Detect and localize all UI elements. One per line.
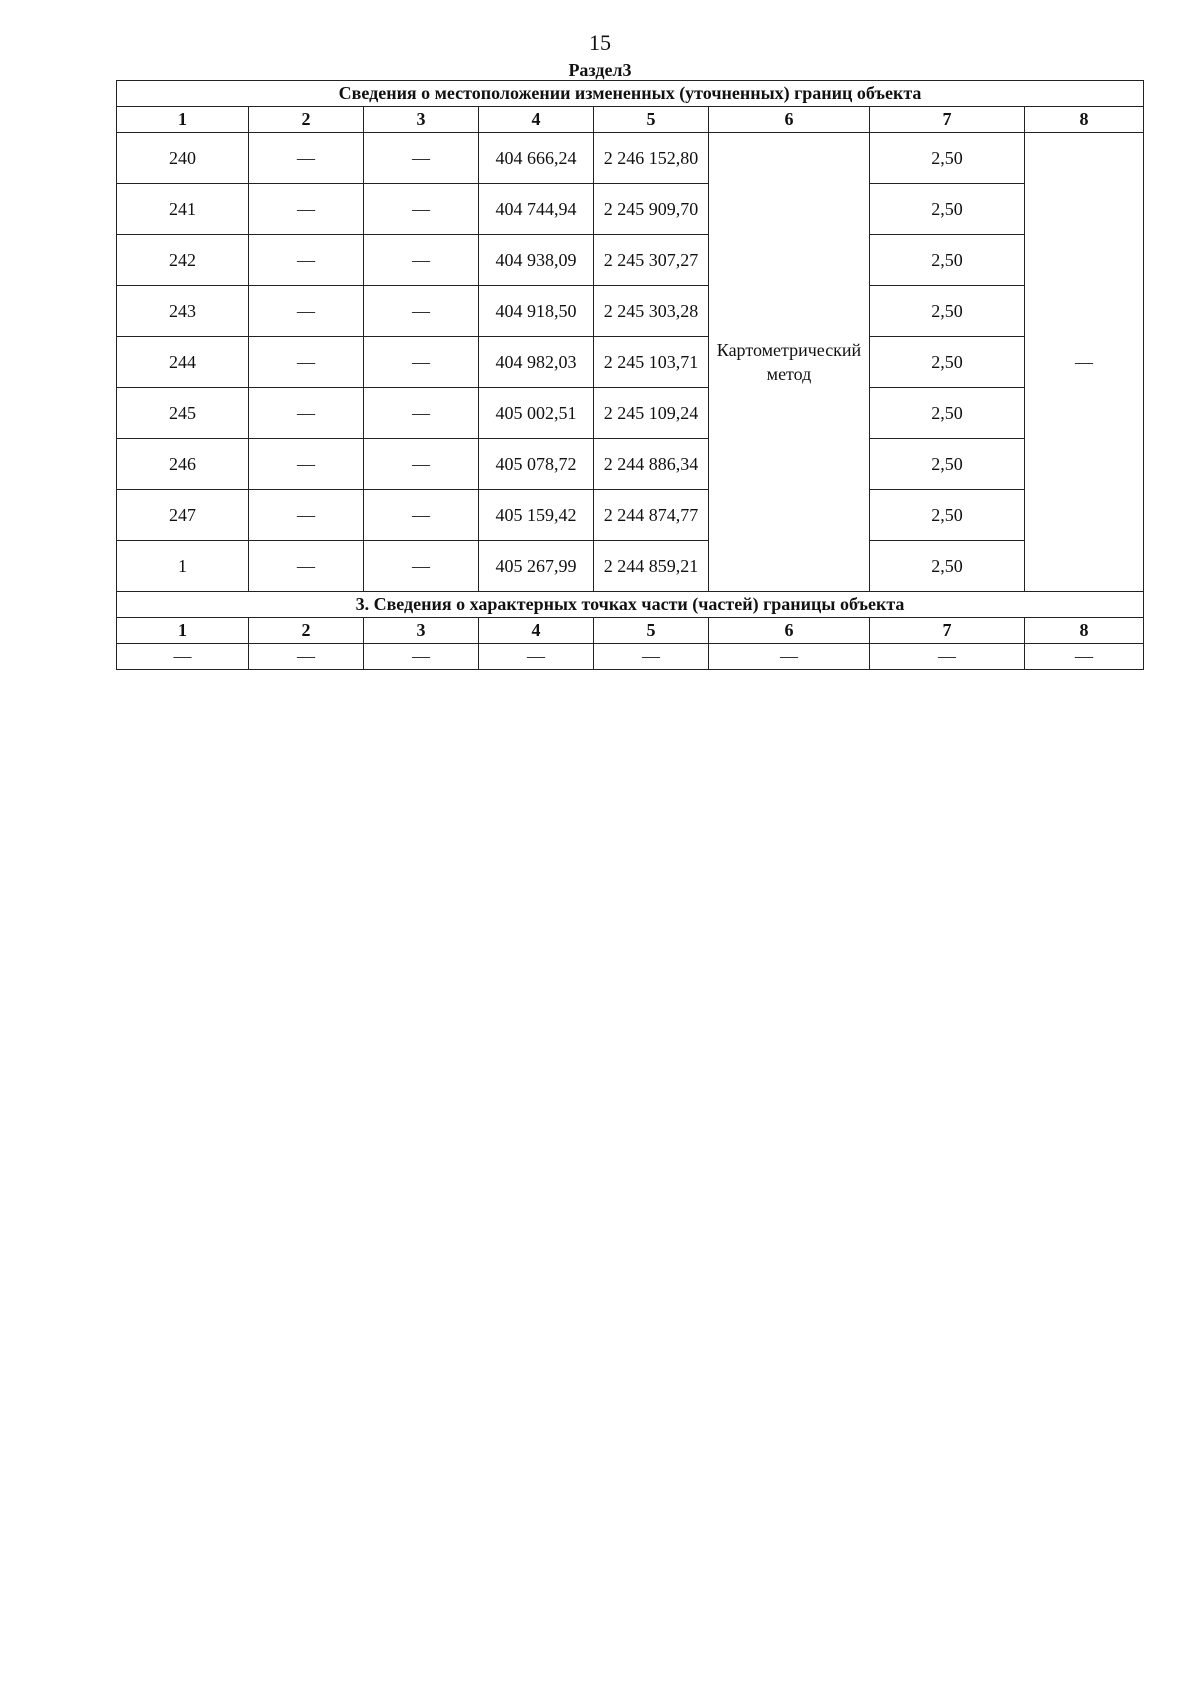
coord-y: 2 244 859,21 — [594, 541, 709, 592]
coord-x: 405 002,51 — [479, 388, 594, 439]
col-header-1: 1 — [117, 618, 249, 644]
accuracy: 2,50 — [870, 286, 1025, 337]
part3-value: — — [1025, 644, 1144, 670]
cell-col3: — — [364, 490, 479, 541]
accuracy: 2,50 — [870, 337, 1025, 388]
cell-col2: — — [249, 388, 364, 439]
table-row — [117, 439, 1144, 490]
table-row — [117, 184, 1144, 235]
coord-y: 2 245 109,24 — [594, 388, 709, 439]
col-header-1: 1 — [117, 107, 249, 133]
coord-y: 2 245 103,71 — [594, 337, 709, 388]
part3-value: — — [594, 644, 709, 670]
cell-col3: — — [364, 439, 479, 490]
part3-value: — — [249, 644, 364, 670]
part1-title-row — [117, 81, 1144, 107]
point-number: 240 — [117, 133, 249, 184]
cell-col3: — — [364, 133, 479, 184]
coord-x: 405 267,99 — [479, 541, 594, 592]
cell-col2: — — [249, 490, 364, 541]
coord-x: 405 159,42 — [479, 490, 594, 541]
part3-value: — — [117, 644, 249, 670]
coord-x: 404 938,09 — [479, 235, 594, 286]
part1-header-row — [117, 107, 1144, 133]
coord-y: 2 244 874,77 — [594, 490, 709, 541]
cell-col3: — — [364, 388, 479, 439]
col-header-6: 6 — [709, 618, 870, 644]
table-row — [117, 286, 1144, 337]
point-number: 244 — [117, 337, 249, 388]
table-row — [117, 337, 1144, 388]
section-title: Раздел3 — [568, 60, 632, 80]
col-header-5: 5 — [594, 107, 709, 133]
table-row — [117, 235, 1144, 286]
part3-title: 3. Сведения о характерных точках части (частей) границы объекта — [117, 592, 1144, 618]
coord-y: 2 245 303,28 — [594, 286, 709, 337]
table-row — [117, 541, 1144, 592]
coord-x: 404 918,50 — [479, 286, 594, 337]
cell-col3: — — [364, 184, 479, 235]
col-header-4: 4 — [479, 618, 594, 644]
method-cell: Картометрический метод — [709, 133, 870, 592]
coord-y: 2 245 307,27 — [594, 235, 709, 286]
col-header-8: 8 — [1025, 618, 1144, 644]
part3-title-row — [117, 592, 1144, 618]
cell-col3: — — [364, 541, 479, 592]
table-row — [117, 490, 1144, 541]
page-number: 15 — [589, 30, 611, 55]
col-header-7: 7 — [870, 618, 1025, 644]
table-row — [117, 133, 1144, 184]
cell-col2: — — [249, 286, 364, 337]
part1-title: Сведения о местоположении измененных (уточненных) границ объекта — [117, 81, 1144, 107]
col-header-6: 6 — [709, 107, 870, 133]
coord-x: 405 078,72 — [479, 439, 594, 490]
coord-x: 404 666,24 — [479, 133, 594, 184]
col-header-2: 2 — [249, 618, 364, 644]
boundary-table — [116, 80, 1144, 670]
cell-col3: — — [364, 235, 479, 286]
cell-col2: — — [249, 337, 364, 388]
col-header-5: 5 — [594, 618, 709, 644]
cell-col3: — — [364, 286, 479, 337]
col8-cell: — — [1025, 133, 1144, 592]
col-header-8: 8 — [1025, 107, 1144, 133]
col-header-7: 7 — [870, 107, 1025, 133]
coord-x: 404 744,94 — [479, 184, 594, 235]
accuracy: 2,50 — [870, 490, 1025, 541]
part3-values-row — [117, 644, 1144, 670]
accuracy: 2,50 — [870, 235, 1025, 286]
accuracy: 2,50 — [870, 184, 1025, 235]
table-row — [117, 388, 1144, 439]
accuracy: 2,50 — [870, 133, 1025, 184]
accuracy: 2,50 — [870, 541, 1025, 592]
point-number: 1 — [117, 541, 249, 592]
coord-y: 2 245 909,70 — [594, 184, 709, 235]
accuracy: 2,50 — [870, 439, 1025, 490]
point-number: 245 — [117, 388, 249, 439]
cell-col3: — — [364, 337, 479, 388]
part3-value: — — [364, 644, 479, 670]
col-header-3: 3 — [364, 618, 479, 644]
cell-col2: — — [249, 133, 364, 184]
cell-col2: — — [249, 541, 364, 592]
point-number: 247 — [117, 490, 249, 541]
part3-value: — — [479, 644, 594, 670]
point-number: 243 — [117, 286, 249, 337]
col-header-4: 4 — [479, 107, 594, 133]
accuracy: 2,50 — [870, 388, 1025, 439]
part3-header-row — [117, 618, 1144, 644]
cell-col2: — — [249, 439, 364, 490]
point-number: 246 — [117, 439, 249, 490]
part3-value: — — [870, 644, 1025, 670]
point-number: 242 — [117, 235, 249, 286]
col-header-3: 3 — [364, 107, 479, 133]
cell-col2: — — [249, 235, 364, 286]
coord-y: 2 246 152,80 — [594, 133, 709, 184]
cell-col2: — — [249, 184, 364, 235]
coord-x: 404 982,03 — [479, 337, 594, 388]
coord-y: 2 244 886,34 — [594, 439, 709, 490]
part3-value: — — [709, 644, 870, 670]
col-header-2: 2 — [249, 107, 364, 133]
point-number: 241 — [117, 184, 249, 235]
